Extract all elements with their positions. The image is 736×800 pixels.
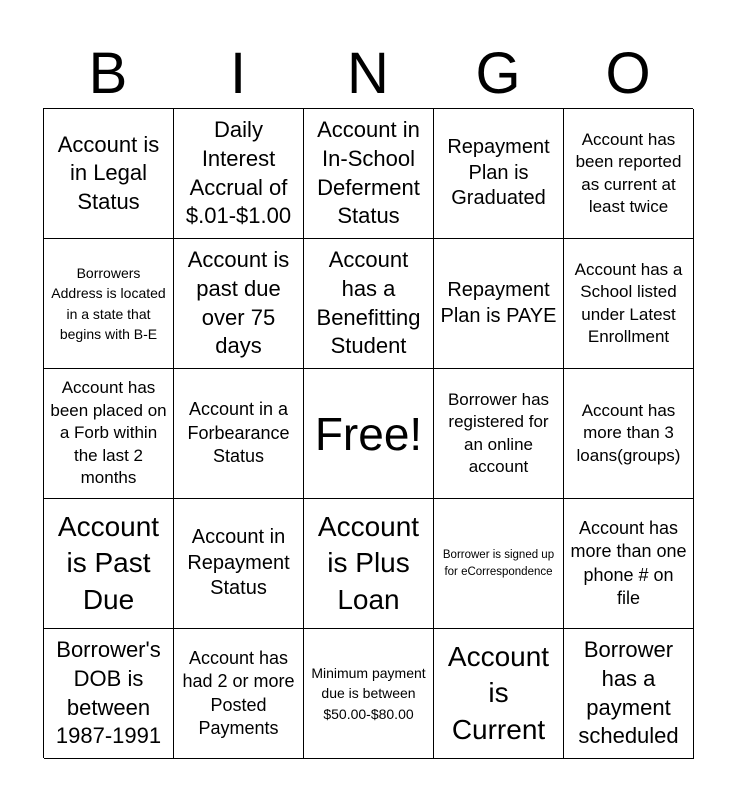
bingo-cell[interactable]: Account has more than one phone # on file <box>564 499 694 629</box>
bingo-board <box>43 108 693 758</box>
bingo-cell[interactable]: Borrower has a payment scheduled <box>564 629 694 759</box>
header-letter-b: B <box>88 41 128 106</box>
bingo-header <box>43 40 693 108</box>
bingo-cell[interactable]: Borrower has registered for an online account <box>434 369 564 499</box>
header-letter-o: O <box>605 41 651 106</box>
header-letter-i: I <box>229 41 247 106</box>
bingo-cell[interactable]: Account has a School listed under Latest Enrollment <box>564 239 694 369</box>
bingo-cell[interactable]: Account is Current <box>434 629 564 759</box>
bingo-cell[interactable]: Account is Plus Loan <box>304 499 434 629</box>
bingo-cell[interactable]: Repayment Plan is PAYE <box>434 239 564 369</box>
bingo-cell[interactable]: Account has been reported as current at least twice <box>564 109 694 239</box>
bingo-cell[interactable]: Daily Interest Accrual of $.01-$1.00 <box>174 109 304 239</box>
bingo-cell[interactable]: Account in In-School Deferment Status <box>304 109 434 239</box>
bingo-cell[interactable]: Account in a Forbearance Status <box>174 369 304 499</box>
bingo-cell[interactable]: Minimum payment due is between $50.00-$80.00 <box>304 629 434 759</box>
free-space[interactable]: Free! <box>304 369 434 499</box>
bingo-cell[interactable]: Account has a Benefitting Student <box>304 239 434 369</box>
header-letter-n: N <box>347 41 389 106</box>
bingo-cell[interactable]: Account is Past Due <box>44 499 174 629</box>
bingo-cell[interactable]: Borrower's DOB is between 1987-1991 <box>44 629 174 759</box>
bingo-cell[interactable]: Repayment Plan is Graduated <box>434 109 564 239</box>
bingo-cell[interactable]: Account has been placed on a Forb within the last 2 months <box>44 369 174 499</box>
bingo-cell[interactable]: Account has had 2 or more Posted Payments <box>174 629 304 759</box>
header-letter-g: G <box>475 41 521 106</box>
bingo-cell[interactable]: Account has more than 3 loans(groups) <box>564 369 694 499</box>
bingo-cell[interactable]: Account in Repayment Status <box>174 499 304 629</box>
bingo-cell[interactable]: Account is in Legal Status <box>44 109 174 239</box>
bingo-cell[interactable]: Borrower is signed up for eCorrespondence <box>434 499 564 629</box>
bingo-cell[interactable]: Borrowers Address is located in a state that begins with B-E <box>44 239 174 369</box>
bingo-cell[interactable]: Account is past due over 75 days <box>174 239 304 369</box>
